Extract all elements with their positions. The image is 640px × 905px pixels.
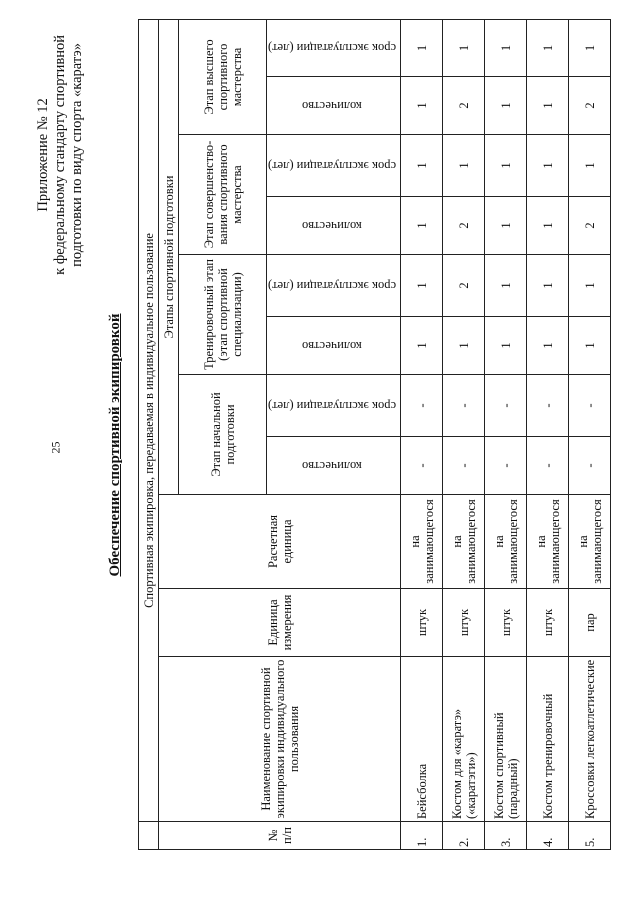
row-value: 1 bbox=[569, 255, 611, 317]
row-calc: на занимающегося bbox=[527, 495, 569, 589]
row-value: - bbox=[569, 375, 611, 437]
row-calc: на занимающегося bbox=[443, 495, 485, 589]
row-num: 1. bbox=[401, 822, 443, 850]
row-value: - bbox=[443, 375, 485, 437]
row-value: 1 bbox=[401, 317, 443, 375]
row-value: 2 bbox=[569, 77, 611, 135]
appendix-line-2: к федеральному стандарту спортивной bbox=[52, 35, 68, 275]
row-unit: штук bbox=[443, 589, 485, 657]
row-value: - bbox=[485, 375, 527, 437]
table-row bbox=[485, 19, 527, 849]
stage-header-2: Тренировочный этап (этап спортивной специализации) bbox=[179, 255, 267, 375]
row-unit: штук bbox=[401, 589, 443, 657]
row-value: 1 bbox=[401, 77, 443, 135]
sub-header-qty-3-text: количество bbox=[302, 219, 362, 233]
row-value: 1 bbox=[527, 197, 569, 255]
sub-header-qty-1-text: количество bbox=[302, 459, 362, 473]
row-value: 1 bbox=[485, 77, 527, 135]
col-header-calc: Расчетная единица bbox=[159, 495, 401, 589]
equipment-table bbox=[138, 19, 611, 850]
row-unit: пар bbox=[569, 589, 611, 657]
row-value: 1 bbox=[401, 19, 443, 76]
appendix-header bbox=[35, 35, 86, 275]
row-num: 5. bbox=[569, 822, 611, 850]
row-value: - bbox=[569, 437, 611, 495]
row-value: 1 bbox=[527, 19, 569, 76]
row-unit: штук bbox=[527, 589, 569, 657]
row-name: Бейсболка bbox=[401, 657, 443, 822]
row-value: 2 bbox=[443, 77, 485, 135]
stage-header-3: Этап совершенство-вания спортивного мастерства bbox=[179, 135, 267, 255]
row-value: 1 bbox=[401, 197, 443, 255]
row-value: 1 bbox=[485, 255, 527, 317]
sub-header-qty-4 bbox=[267, 77, 401, 135]
sub-header-term-2-text: срок эксплуатации (лет) bbox=[268, 279, 397, 293]
col-header-unit: Единица измерения bbox=[159, 589, 401, 657]
sub-header-term-1 bbox=[267, 375, 401, 437]
appendix-line-3: подготовки по виду спорта «каратэ» bbox=[69, 42, 85, 267]
row-calc: на занимающегося bbox=[569, 495, 611, 589]
row-value: 1 bbox=[527, 77, 569, 135]
row-calc: на занимающегося bbox=[485, 495, 527, 589]
table-top-header: Спортивная экипировка, передаваемая в индивидуальное пользование bbox=[139, 19, 159, 821]
row-value: - bbox=[485, 437, 527, 495]
row-value: 2 bbox=[443, 255, 485, 317]
sub-header-term-4-text: срок эксплуатации (лет) bbox=[268, 41, 397, 56]
table-body bbox=[401, 19, 611, 849]
table-top-left-empty bbox=[139, 822, 159, 850]
row-unit: штук bbox=[485, 589, 527, 657]
table-row bbox=[569, 19, 611, 849]
row-value: 1 bbox=[527, 255, 569, 317]
col-header-num: № п/п bbox=[159, 822, 401, 850]
row-num: 4. bbox=[527, 822, 569, 850]
page-number: 25 bbox=[48, 441, 63, 454]
appendix-line-1: Приложение № 12 bbox=[35, 98, 51, 212]
row-value: 2 bbox=[569, 197, 611, 255]
row-value: 1 bbox=[485, 19, 527, 76]
row-value: 2 bbox=[443, 197, 485, 255]
sub-header-term-1-text: срок эксплуатации (лет) bbox=[268, 399, 397, 413]
row-value: - bbox=[527, 375, 569, 437]
row-value: 1 bbox=[443, 19, 485, 76]
stage-header-1: Этап начальной подготовки bbox=[179, 375, 267, 495]
row-value: 1 bbox=[569, 317, 611, 375]
sub-header-term-4 bbox=[267, 19, 401, 76]
row-value: 1 bbox=[527, 317, 569, 375]
col-header-name: Наименование спортивной экипировки индивидуального пользования bbox=[159, 657, 401, 822]
row-value: 1 bbox=[569, 19, 611, 76]
document-title: Обеспечение спортивной экипировкой bbox=[107, 313, 123, 577]
row-calc: на занимающегося bbox=[401, 495, 443, 589]
sub-header-term-3 bbox=[267, 135, 401, 197]
sub-header-term-2 bbox=[267, 255, 401, 317]
row-value: 1 bbox=[527, 135, 569, 197]
row-name: Костом тренировочный bbox=[527, 657, 569, 822]
row-value: - bbox=[401, 375, 443, 437]
row-name: Костом для «каратэ» («каратэги») bbox=[443, 657, 485, 822]
row-value: 1 bbox=[485, 135, 527, 197]
row-value: - bbox=[401, 437, 443, 495]
table-row bbox=[527, 19, 569, 849]
row-value: 1 bbox=[443, 317, 485, 375]
row-value: 1 bbox=[401, 255, 443, 317]
table-row bbox=[443, 19, 485, 849]
row-num: 3. bbox=[485, 822, 527, 850]
row-value: 1 bbox=[401, 135, 443, 197]
row-value: 1 bbox=[569, 135, 611, 197]
stage-header-4: Этап высшего спортивного мастерства bbox=[179, 19, 267, 134]
row-value: 1 bbox=[485, 197, 527, 255]
row-value: 1 bbox=[485, 317, 527, 375]
sub-header-qty-2 bbox=[267, 317, 401, 375]
sub-header-qty-3 bbox=[267, 197, 401, 255]
table-row bbox=[401, 19, 443, 849]
row-value: 1 bbox=[443, 135, 485, 197]
sub-header-qty-1 bbox=[267, 437, 401, 495]
row-value: - bbox=[527, 437, 569, 495]
row-name: Костом спортивный (парадный) bbox=[485, 657, 527, 822]
row-name: Кроссовки легкоатлетические bbox=[569, 657, 611, 822]
stages-header: Этапы спортивной подготовки bbox=[159, 19, 179, 494]
sub-header-term-3-text: срок эксплуатации (лет) bbox=[268, 159, 397, 173]
row-value: - bbox=[443, 437, 485, 495]
rotated-page-content bbox=[35, 10, 604, 880]
row-num: 2. bbox=[443, 822, 485, 850]
sub-header-qty-2-text: количество bbox=[302, 339, 362, 353]
sub-header-qty-4-text: количество bbox=[302, 99, 362, 113]
